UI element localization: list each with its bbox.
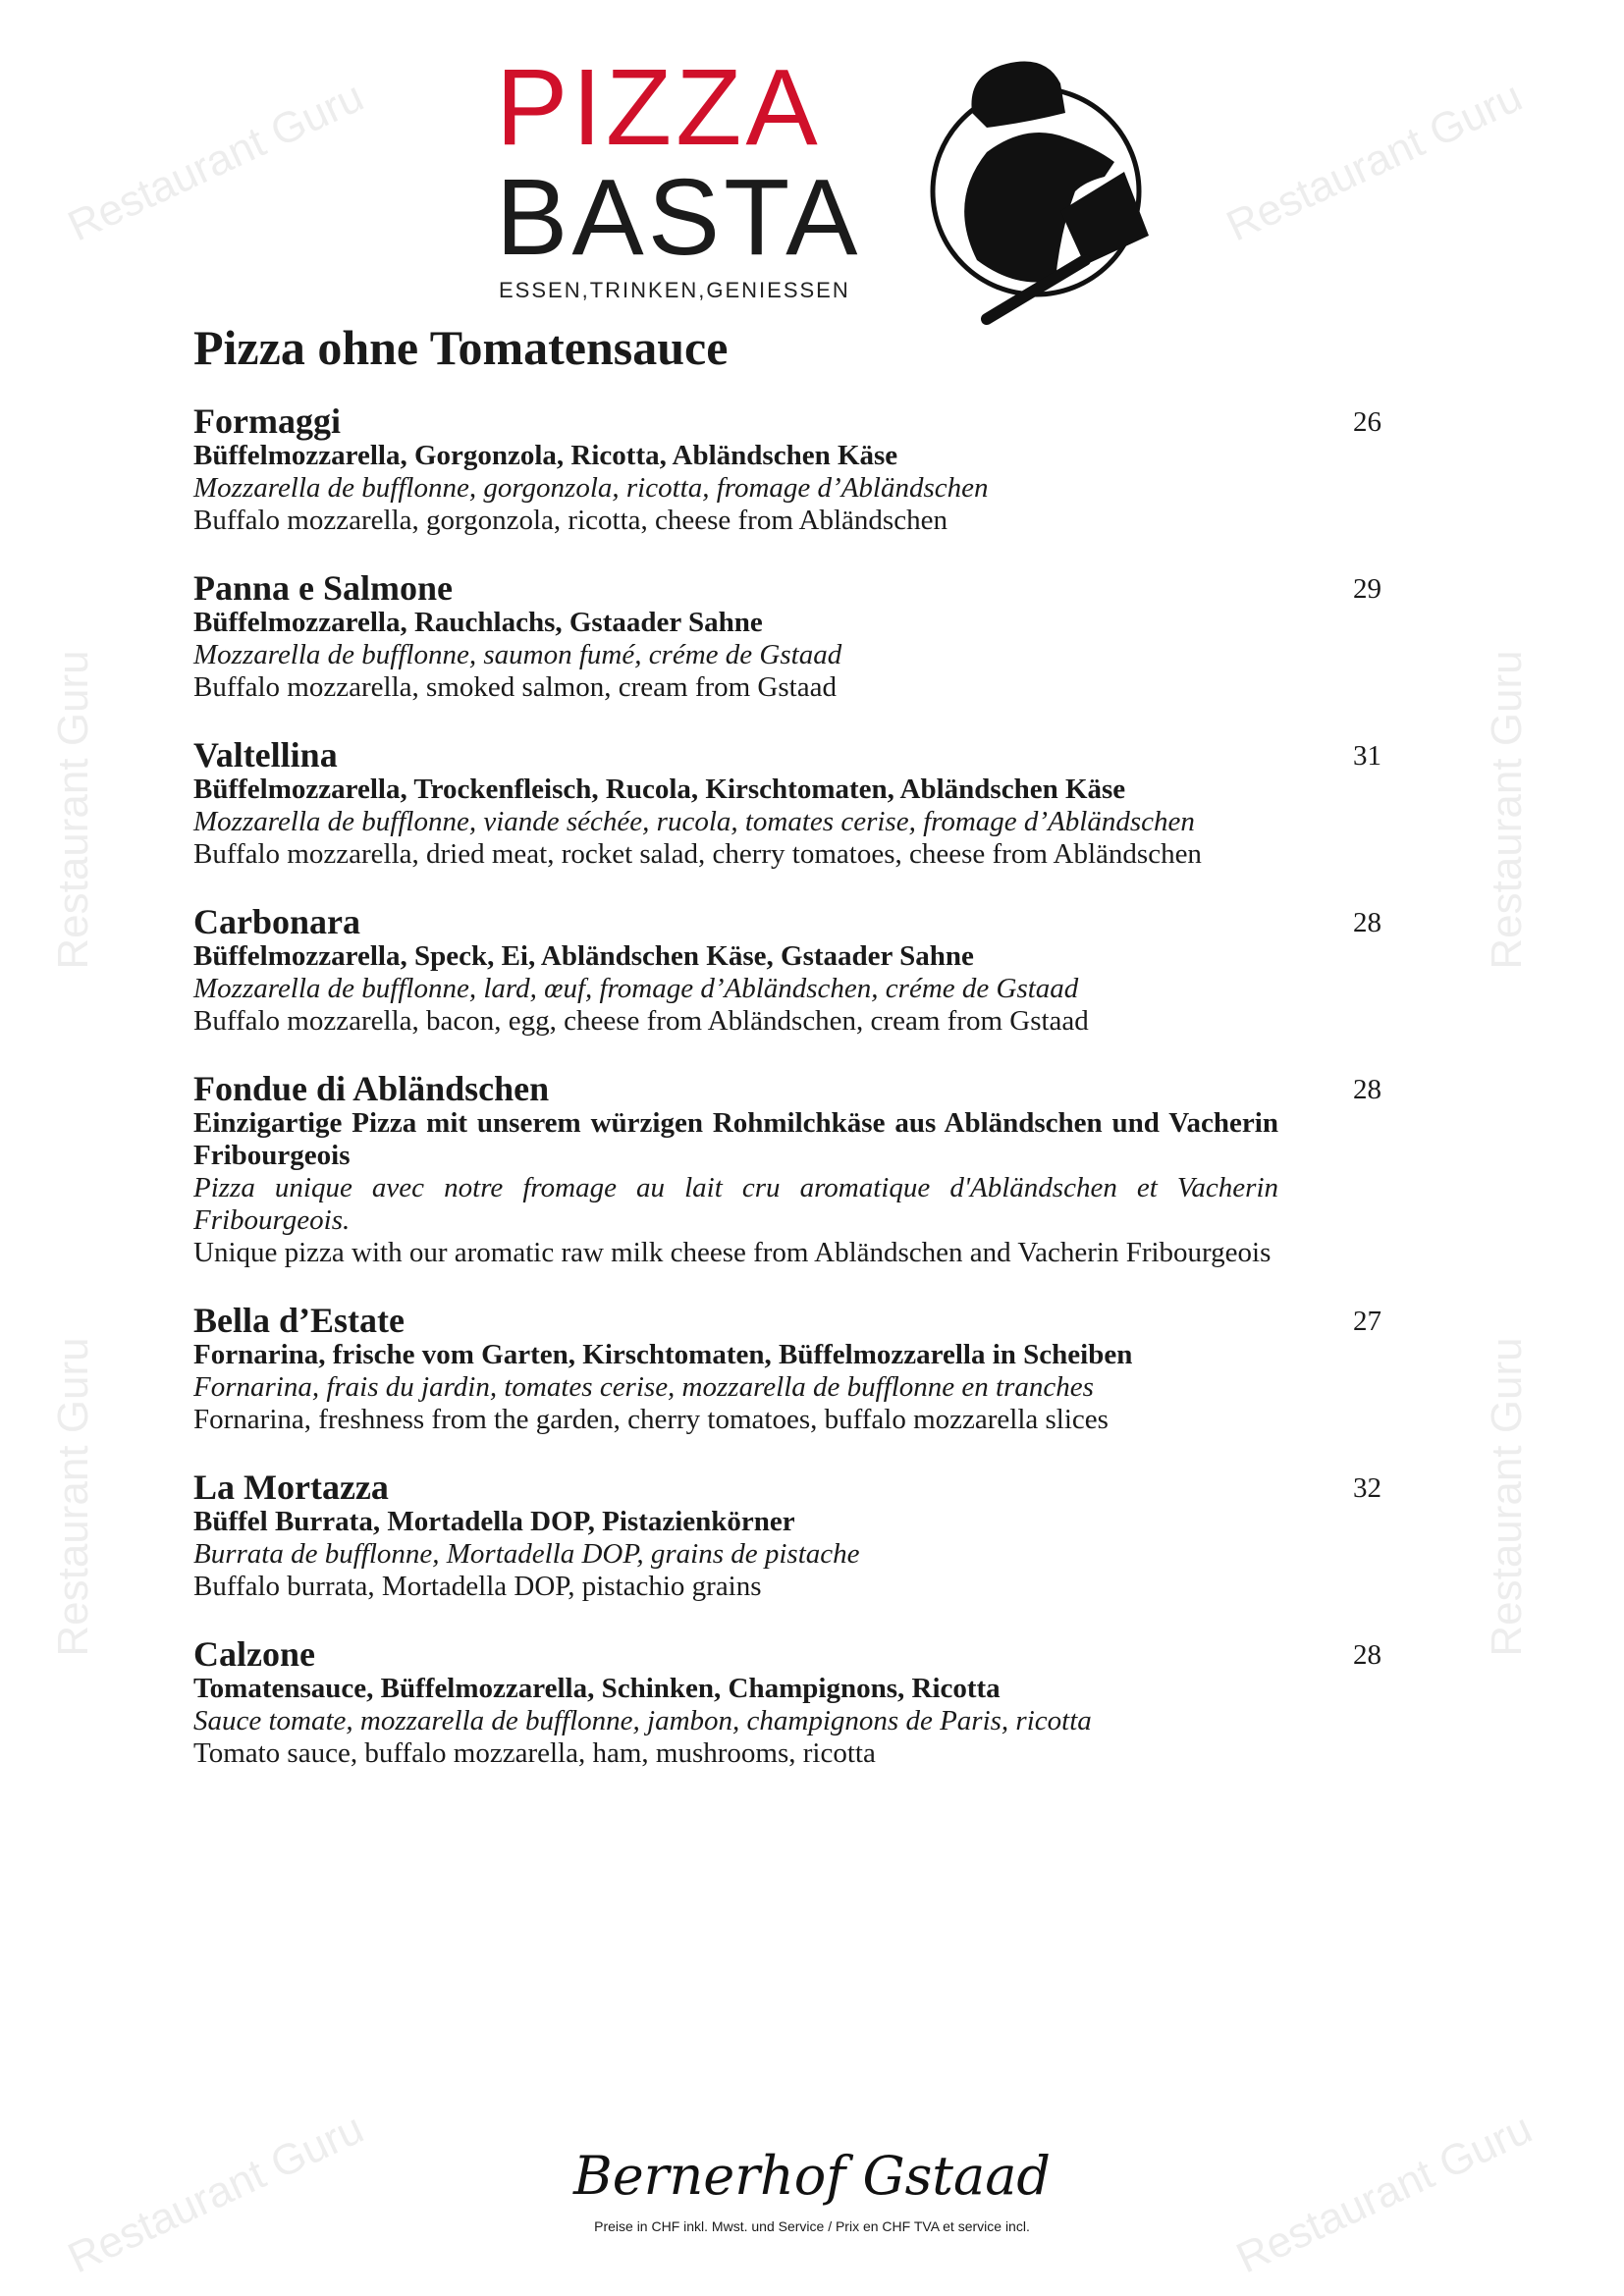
item-description-fr: Sauce tomate, mozzarella de bufflonne, jambon, champignons de Paris, ricotta: [193, 1705, 1092, 1736]
item-description-de: Tomatensauce, Büffelmozzarella, Schinken, Champignons, Ricotta: [193, 1673, 1001, 1704]
watermark: Restaurant Guru: [61, 72, 371, 251]
item-price: 31: [1353, 740, 1381, 772]
menu-item: [193, 1070, 1381, 1269]
chef-bear-icon: [889, 54, 1164, 329]
logo-basta: BASTA: [496, 157, 862, 278]
item-description-de: Einzigartige Pizza mit unserem würzigen Rohmilchkäse aus Abländschen und Vacherin Fribourgeois: [193, 1107, 1278, 1171]
pizza-basta-logo: [496, 47, 1164, 329]
item-description-en: Buffalo mozzarella, smoked salmon, cream from Gstaad: [193, 671, 837, 703]
price-note: Preise in CHF inkl. Mwst. und Service / Prix en CHF TVA et service incl.: [594, 2218, 1030, 2234]
menu-item: [193, 1302, 1381, 1436]
watermark: Restaurant Guru: [1483, 1337, 1531, 1657]
footer: [517, 2145, 1107, 2235]
watermark: Restaurant Guru: [49, 650, 97, 970]
item-description-fr: Mozzarella de bufflonne, saumon fumé, créme de Gstaad: [193, 639, 842, 670]
item-description-fr: Mozzarella de bufflonne, gorgonzola, ricotta, fromage d’Abländschen: [193, 472, 989, 504]
item-description-de: Büffelmozzarella, Speck, Ei, Abländschen Käse, Gstaader Sahne: [193, 940, 974, 972]
item-name: La Mortazza: [193, 1468, 389, 1507]
watermark: Restaurant Guru: [1229, 2104, 1540, 2283]
item-name: Calzone: [193, 1634, 315, 1674]
item-description-en: Buffalo mozzarella, bacon, egg, cheese from Abländschen, cream from Gstaad: [193, 1005, 1089, 1037]
watermark: Restaurant Guru: [61, 2104, 371, 2283]
menu-item: [193, 1468, 1381, 1603]
item-name: Bella d’Estate: [193, 1301, 405, 1340]
item-price: 28: [1353, 1639, 1381, 1671]
item-description-fr: Fornarina, frais du jardin, tomates cerise, mozzarella de bufflonne en tranches: [193, 1371, 1094, 1403]
item-description-en: Buffalo mozzarella, gorgonzola, ricotta, cheese from Abländschen: [193, 505, 947, 536]
logo-pizza: PIZZA: [496, 47, 822, 168]
menu-item: [193, 569, 1381, 704]
item-description-de: Büffelmozzarella, Rauchlachs, Gstaader Sahne: [193, 607, 763, 638]
item-name: Panna e Salmone: [193, 568, 454, 608]
item-description-de: Büffelmozzarella, Gorgonzola, Ricotta, Abländschen Käse: [193, 440, 898, 471]
menu-list: [193, 402, 1381, 1802]
item-price: 27: [1353, 1306, 1381, 1337]
item-description-en: Unique pizza with our aromatic raw milk cheese from Abländschen and Vacherin Fribourgeois: [193, 1237, 1272, 1268]
bernerhof-signature: Bernerhof Gstaad: [573, 2145, 1051, 2207]
item-price: 29: [1353, 573, 1381, 605]
menu-item: [193, 903, 1381, 1038]
item-price: 32: [1353, 1472, 1381, 1504]
menu-item: [193, 1635, 1381, 1770]
item-name: Formaggi: [193, 401, 341, 441]
item-price: 26: [1353, 406, 1381, 438]
item-name: Valtellina: [193, 735, 338, 774]
item-description-en: Fornarina, freshness from the garden, cherry tomatoes, buffalo mozzarella slices: [193, 1404, 1109, 1435]
item-name: Fondue di Abländschen: [193, 1069, 550, 1108]
item-description-en: Tomato sauce, buffalo mozzarella, ham, mushrooms, ricotta: [193, 1737, 876, 1769]
watermark: Restaurant Guru: [1219, 72, 1530, 251]
item-price: 28: [1353, 907, 1381, 938]
item-description-en: Buffalo burrata, Mortadella DOP, pistachio grains: [193, 1571, 762, 1602]
item-description-de: Fornarina, frische vom Garten, Kirschtomaten, Büffelmozzarella in Scheiben: [193, 1339, 1133, 1370]
item-description-fr: Mozzarella de bufflonne, viande séchée, rucola, tomates cerise, fromage d’Abländschen: [193, 806, 1195, 837]
menu-item: [193, 402, 1381, 537]
item-description-de: Büffel Burrata, Mortadella DOP, Pistazienkörner: [193, 1506, 795, 1537]
menu-item: [193, 736, 1381, 871]
item-description-fr: Pizza unique avec notre fromage au lait cru aromatique d'Abländschen et Vacherin Fribourgeois.: [193, 1172, 1278, 1236]
item-description-fr: Burrata de bufflonne, Mortadella DOP, grains de pistache: [193, 1538, 860, 1570]
item-description-fr: Mozzarella de bufflonne, lard, œuf, fromage d’Abländschen, créme de Gstaad: [193, 973, 1079, 1004]
item-description-en: Buffalo mozzarella, dried meat, rocket salad, cherry tomatoes, cheese from Abländschen: [193, 838, 1202, 870]
item-name: Carbonara: [193, 902, 360, 941]
section-title: Pizza ohne Tomatensauce: [193, 320, 729, 375]
watermark: Restaurant Guru: [49, 1337, 97, 1657]
item-price: 28: [1353, 1074, 1381, 1105]
item-description-de: Büffelmozzarella, Trockenfleisch, Rucola, Kirschtomaten, Abländschen Käse: [193, 774, 1126, 805]
watermark: Restaurant Guru: [1483, 650, 1531, 970]
logo-tagline: ESSEN,TRINKEN,GENIESSEN: [499, 278, 850, 302]
